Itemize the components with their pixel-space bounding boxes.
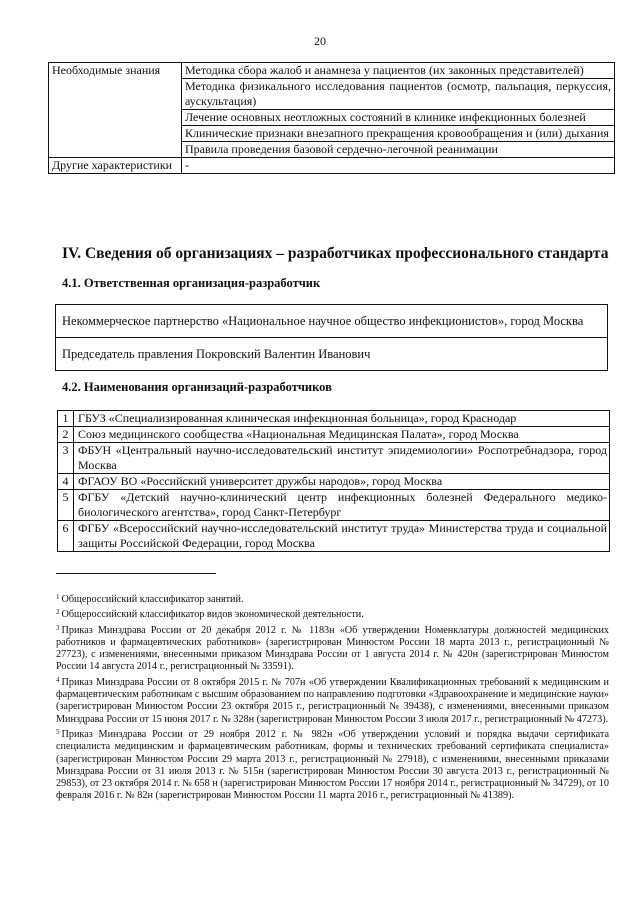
other-characteristics-label: Другие характеристики	[49, 158, 182, 174]
developer-number: 4	[58, 474, 74, 490]
section-iv-title: IV. Сведения об организациях – разработчиках профессионального стандарта	[62, 245, 609, 262]
page-number: 20	[314, 34, 326, 48]
developer-number: 6	[58, 521, 74, 552]
developer-name: ФГБУ «Всероссийский научно-исследовательский институт труда» Министерства труда и социальной защиты Российской Федерации, город Москва	[74, 521, 610, 552]
footnote-text: Общероссийский классификатор видов экономической деятельности.	[61, 609, 364, 621]
footnotes	[56, 591, 609, 803]
developer-organizations-table	[57, 410, 610, 552]
footnote-text: Приказ Минздрава России от 29 ноября 2012 г. № 982н «Об утверждении условий и порядка выдачи сертификата специалиста медицинским и фармацевтическим работникам, формы и технических требований сертификата специалиста» (зарегистрирован Минюстом России 29 марта 2013 г., регистрационный № 27918), с изменениями, внесенными приказами Минздрава России от 31 июля 2013 г. № 515н (зарегистрирован Минюстом России 30 августа 2013 г., регистрационный № 29853), от 23 октября 2014 г. № 658 н (зарегистрирован Минюстом России 17 ноября 2014 г., регистрационный № 34729), от 10 февраля 2016 г. № 82н (зарегистрирован Минюстом России 11 марта 2016 г., регистрационный № 41389).	[56, 728, 609, 802]
responsible-organization-table	[55, 304, 608, 371]
developer-number: 5	[58, 490, 74, 521]
developer-row	[58, 411, 610, 427]
knowledge-row	[49, 63, 615, 79]
developer-row	[58, 443, 610, 474]
developer-name: ФБУН «Центральный научно-исследовательский институт эпидемиологии» Роспотребнадзора, город Москва	[74, 443, 610, 474]
responsible-org-row	[56, 305, 608, 338]
knowledge-item: Методика сбора жалоб и анамнеза у пациентов (их законных представителей)	[182, 63, 615, 79]
section-4-2-title: 4.2. Наименования организаций-разработчиков	[62, 380, 332, 394]
footnote-text: Приказ Минздрава России от 20 декабря 2012 г. № 1183н «Об утверждении Номенклатуры должностей медицинских работников и фармацевтических работников» (зарегистрирован Минюстом России 18 марта 2013 г., регистрационный № 27723), с изменениями, внесенными приказом Минздрава России от 1 августа 2014 г. № 420н (зарегистрирован Минюстом России 14 августа 2014 г., регистрационный № 33591).	[56, 624, 609, 673]
knowledge-item: Лечение основных неотложных состояний в клинике инфекционных болезней	[182, 110, 615, 126]
footnote-number: 2	[56, 608, 60, 617]
knowledge-item: Правила проведения базовой сердечно-легочной реанимации	[182, 142, 615, 158]
chairman-name: Председатель правления Покровский Валентин Иванович	[56, 338, 608, 371]
developer-number: 1	[58, 411, 74, 427]
footnote-separator	[56, 573, 216, 574]
developer-row	[58, 427, 610, 443]
developer-name: ФГАОУ ВО «Российский университет дружбы народов», город Москва	[74, 474, 610, 490]
other-characteristics-row	[49, 158, 615, 174]
developer-name: Союз медицинского сообщества «Национальная Медицинская Палата», город Москва	[74, 427, 610, 443]
developer-name: ФГБУ «Детский научно-клинический центр инфекционных болезней Федерального медико-биологического агентства», город Санкт-Петербург	[74, 490, 610, 521]
footnote	[56, 674, 609, 726]
footnote-text: Общероссийский классификатор занятий.	[61, 594, 244, 605]
developer-name: ГБУЗ «Специализированная клиническая инфекционная больница», город Краснодар	[74, 411, 610, 427]
developer-row	[58, 474, 610, 490]
required-knowledge-table	[48, 62, 615, 174]
section-4-1-title: 4.1. Ответственная организация-разработчик	[62, 276, 321, 290]
developer-number: 3	[58, 443, 74, 474]
footnote	[56, 591, 609, 606]
footnote	[56, 726, 609, 803]
developer-row	[58, 521, 610, 552]
developer-row	[58, 490, 610, 521]
footnote-number: 4	[56, 675, 60, 684]
chairman-row	[56, 338, 608, 371]
other-characteristics-value: -	[182, 158, 615, 174]
footnote	[56, 606, 609, 621]
footnote	[56, 622, 609, 674]
responsible-org-name: Некоммерческое партнерство «Национальное научное общество инфекционистов», город Москва	[56, 305, 608, 338]
footnote-number: 5	[56, 727, 60, 736]
footnote-number: 1	[56, 593, 60, 601]
developer-number: 2	[58, 427, 74, 443]
footnote-text: Приказ Минздрава России от 8 октября 2015 г. № 707н «Об утверждении Квалификационных требований к медицинским и фармацевтическим работникам с высшим образованием по направлению подготовки «Здравоохранение и медицинские науки» (зарегистрирован Минюстом России 23 октября 2015 г., регистрационный № 39438), с изменениями, внесенными приказом Минздрава России от 15 июня 2017 г. № 328н (зарегистрирован Минюстом России 3 июля 2017 г., регистрационный № 47273).	[56, 676, 609, 725]
footnote-number: 3	[56, 623, 60, 632]
knowledge-item: Клинические признаки внезапного прекращения кровообращения и (или) дыхания	[182, 126, 615, 142]
knowledge-label: Необходимые знания	[49, 63, 182, 158]
knowledge-item: Методика физикального исследования пациентов (осмотр, пальпация, перкуссия, аускультация)	[182, 79, 615, 110]
